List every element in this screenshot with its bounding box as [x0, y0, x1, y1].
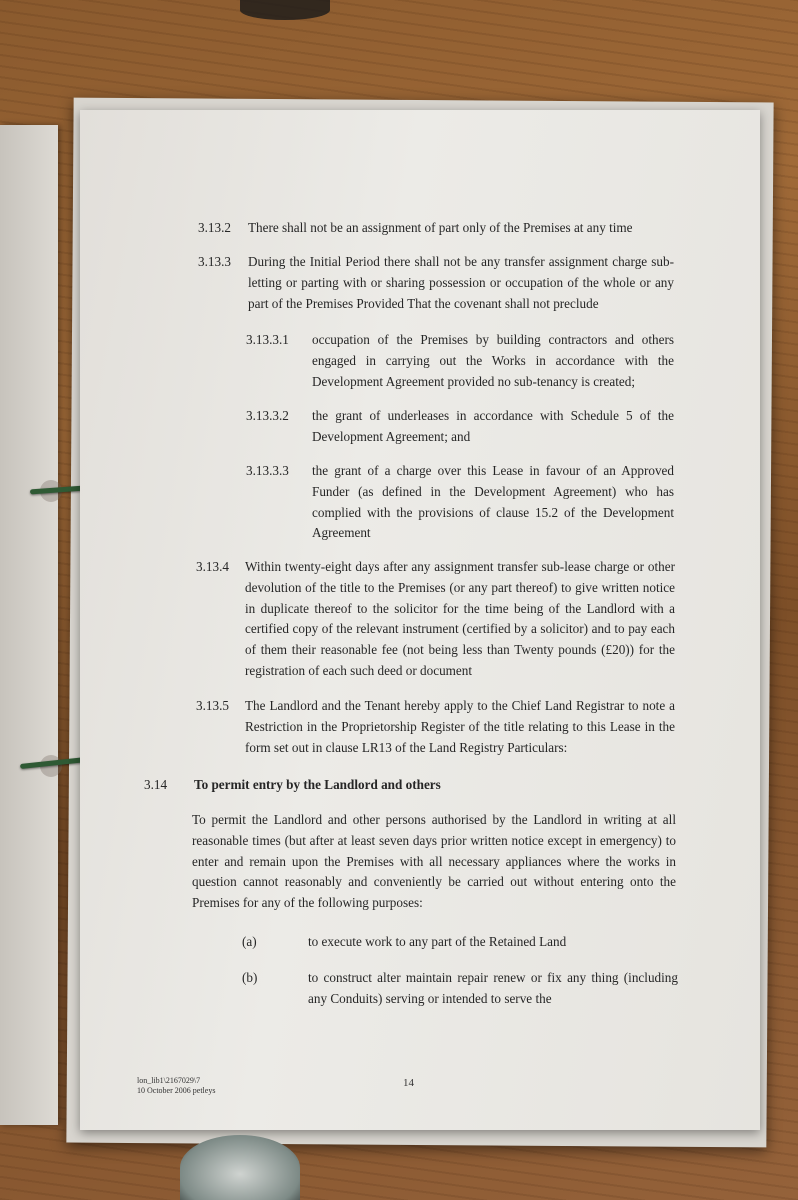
clause-number: 3.13.3.3 — [246, 463, 289, 478]
background-object — [240, 0, 330, 20]
clause-text: There shall not be an assignment of part only of the Premises at any time — [248, 220, 633, 235]
sub-item-label: (b) — [242, 970, 258, 985]
foreground-object — [180, 1135, 300, 1200]
clause-text: During the Initial Period there shall not be any transfer assignment charge sub-letting or parting with or sharing possession or occupation of the whole or any part of the Premises Provided That the covenant shall not preclude — [248, 254, 674, 311]
clause-text: the grant of underleases in accordance with Schedule 5 of the Development Agreement; and — [312, 408, 674, 444]
sub-item-text: to execute work to any part of the Retained Land — [308, 934, 567, 949]
clause-number: 3.13.2 — [198, 220, 231, 235]
clause-text: The Landlord and the Tenant hereby apply to the Chief Land Registrar to note a Restriction in the Proprietorship Register of the title relating to this Lease in the form set out in clause LR13 of the Land Registry Particulars: — [245, 698, 675, 755]
clause-text: the grant of a charge over this Lease in favour of an Approved Funder (as defined in the Development Agreement) who has complied with the provisions of clause 15.2 of the Development Agreement — [312, 463, 674, 541]
document-page — [80, 110, 760, 1130]
clause-heading: To permit entry by the Landlord and others — [194, 777, 441, 792]
sub-item-text: to construct alter maintain repair renew or fix any thing (including any Conduits) serving or intended to serve the — [308, 970, 678, 1006]
footer-reference: lon_lib1\2167029\7 — [137, 1076, 201, 1085]
clause-number: 3.13.3 — [198, 254, 231, 269]
clause-number: 3.13.3.2 — [246, 408, 289, 423]
clause-text: occupation of the Premises by building contractors and others engaged in carrying out the Works in accordance with the Development Agreement provided no sub-tenancy is created; — [312, 332, 674, 389]
clause-number: 3.13.5 — [196, 698, 229, 713]
page-number: 14 — [403, 1077, 414, 1089]
sub-item-label: (a) — [242, 934, 257, 949]
clause-text: To permit the Landlord and other persons authorised by the Landlord in writing at all reasonable times (but after at least seven days prior written notice except in emergency) to enter and remain upon the Premises with all necessary appliances where the works in question cannot reasonably and conveniently be carried out without entering onto the Premises for any of the following purposes: — [192, 812, 676, 911]
binder-left-page — [0, 125, 58, 1125]
clause-number: 3.13.4 — [196, 559, 229, 574]
footer-date: 10 October 2006 petleys — [137, 1086, 216, 1095]
clause-text: Within twenty-eight days after any assignment transfer sub-lease charge or other devolution of the title to the Premises (or any part thereof) to give written notice in duplicate thereof to the solicitor for the time being of the Landlord with a certified copy of the relevant instrument (certified by a solicitor) and to pay each of them their reasonable fee (not being less than Twenty pounds (£20)) for the registration of each such deed or document — [245, 559, 675, 678]
clause-number: 3.13.3.1 — [246, 332, 289, 347]
clause-number: 3.14 — [144, 777, 168, 792]
